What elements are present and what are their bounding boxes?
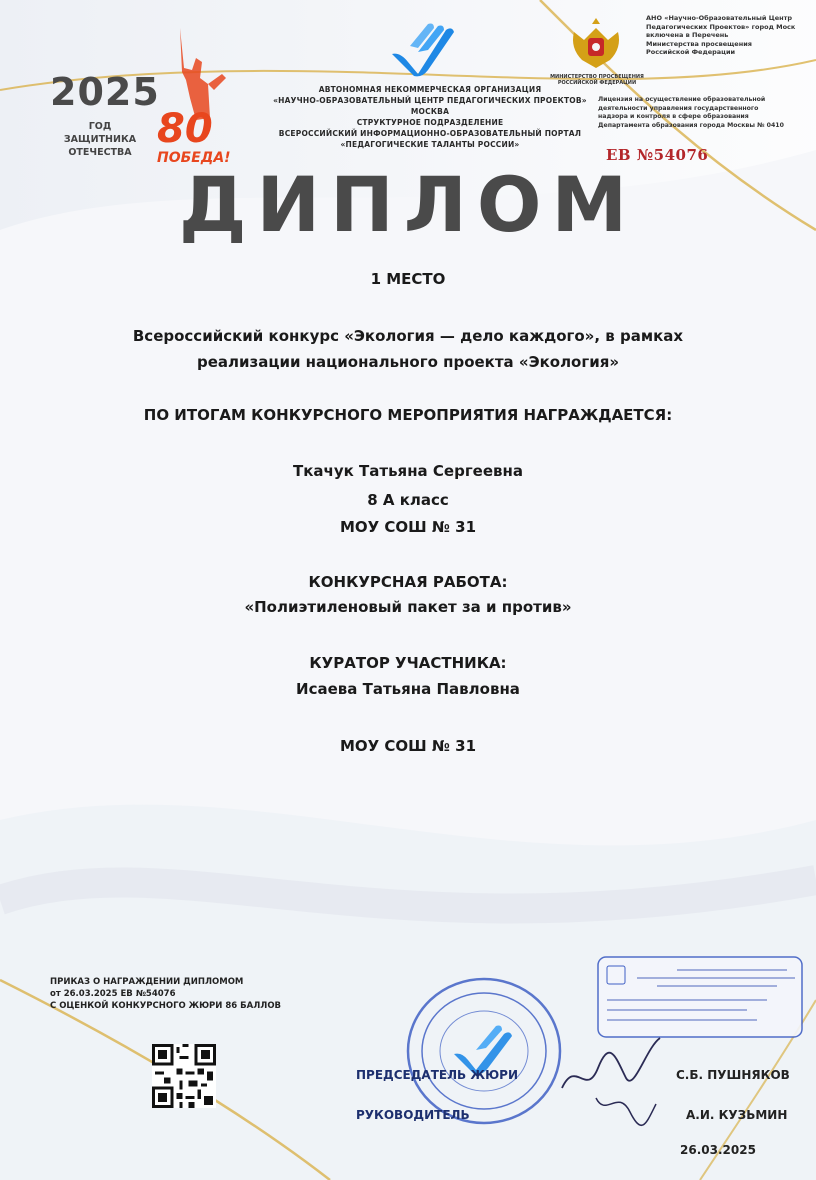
order-line: С ОЦЕНКОЙ КОНКУРСНОГО ЖЮРИ 86 БАЛЛОВ <box>50 1001 282 1011</box>
place-label: 1 МЕСТО <box>370 270 446 288</box>
anniversary-word: ПОБЕДА! <box>157 150 231 166</box>
org-line: ВСЕРОССИЙСКИЙ ИНФОРМАЦИОННО-ОБРАЗОВАТЕЛЬНЫЙ ПОРТАЛ <box>278 129 582 138</box>
work-heading: КОНКУРСНАЯ РАБОТА: <box>308 573 508 591</box>
electronic-signature-certificate <box>597 956 803 1038</box>
org-line: МОСКВА <box>410 107 450 116</box>
org-hand-logo-icon <box>388 22 458 80</box>
jury-chair-name: С.Б. ПУШНЯКОВ <box>676 1068 790 1082</box>
work-title: «Полиэтиленовый пакет за и против» <box>244 598 572 616</box>
qr-code-icon <box>152 1044 216 1108</box>
curator-school: МОУ СОШ № 31 <box>339 737 477 755</box>
contest-description <box>0 323 816 375</box>
handwritten-signature <box>556 1028 666 1128</box>
awarded-heading: ПО ИТОГАМ КОНКУРСНОГО МЕРОПРИЯТИЯ НАГРАЖДАЕТСЯ: <box>143 406 673 424</box>
ministry-caption: МИНИСТЕРСТВО ПРОСВЕЩЕНИЯ РОССИЙСКОЙ ФЕДЕРАЦИИ <box>550 74 644 86</box>
org-line: АВТОНОМНАЯ НЕКОММЕРЧЕСКАЯ ОРГАНИЗАЦИЯ <box>318 85 542 94</box>
registration-number: ЕВ №54076 <box>606 146 709 164</box>
anniversary-number: 80 <box>157 106 213 152</box>
contest-line: Всероссийский конкурс «Экология — дело каждого», в рамках <box>132 327 684 345</box>
jury-chair-role: ПРЕДСЕДАТЕЛЬ ЖЮРИ <box>356 1068 518 1082</box>
accreditation-info: АНО «Научно-Образовательный Центр Педагогических Проектов» город Моск включена в Перечень Министерства просвещения Российской Федерации <box>646 14 796 56</box>
ministry-emblem-icon <box>568 18 624 74</box>
diploma-title: ДИПЛОМ <box>178 160 638 249</box>
org-line: «НАУЧНО-ОБРАЗОВАТЕЛЬНЫЙ ЦЕНТР ПЕДАГОГИЧЕСКИХ ПРОЕКТОВ» <box>273 96 587 105</box>
year-label: 2025 <box>50 70 160 114</box>
license-info: Лицензия на осуществление образовательной деятельности управления государственного надзора и контроля в сфере образования Департамента образования города Москвы № 0410 <box>598 96 784 129</box>
curator-name: Исаева Татьяна Павловна <box>296 680 520 698</box>
curator-heading: КУРАТОР УЧАСТНИКА: <box>309 654 507 672</box>
order-line: ПРИКАЗ О НАГРАЖДЕНИИ ДИПЛОМОМ <box>50 977 244 987</box>
participant-school: МОУ СОШ № 31 <box>339 518 477 536</box>
issue-date: 26.03.2025 <box>680 1143 756 1157</box>
order-line: от 26.03.2025 ЕВ №54076 <box>50 989 176 999</box>
head-role: РУКОВОДИТЕЛЬ <box>356 1108 470 1122</box>
participant-grade: 8 А класс <box>367 491 449 509</box>
org-line: СТРУКТУРНОЕ ПОДРАЗДЕЛЕНИЕ <box>356 118 504 127</box>
organization-header <box>250 84 610 150</box>
participant-name: Ткачук Татьяна Сергеевна <box>293 462 523 480</box>
organization-stamp-icon <box>404 976 564 1126</box>
contest-line: реализации национального проекта «Экология» <box>196 353 620 371</box>
year-caption: ГОД ЗАЩИТНИКА ОТЕЧЕСТВА <box>63 121 137 158</box>
org-line: «ПЕДАГОГИЧЕСКИЕ ТАЛАНТЫ РОССИИ» <box>340 140 520 149</box>
head-name: А.И. КУЗЬМИН <box>686 1108 788 1122</box>
order-info <box>50 976 281 1012</box>
